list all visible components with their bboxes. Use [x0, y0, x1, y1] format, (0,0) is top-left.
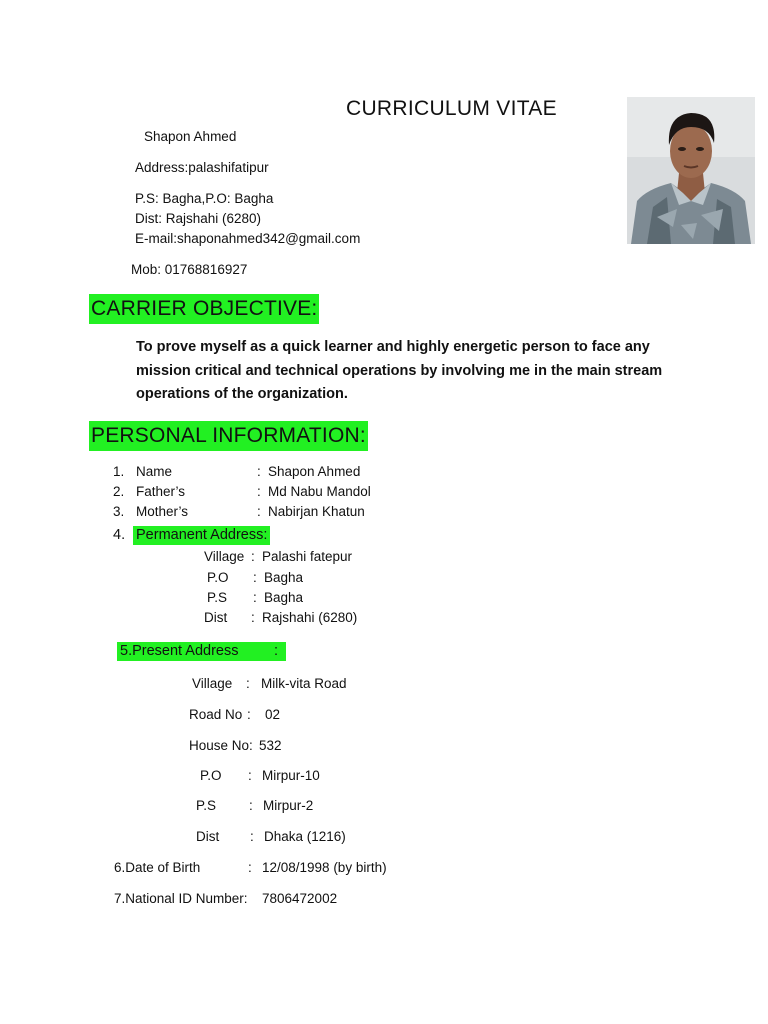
- item-value: Nabirjan Khatun: [268, 504, 365, 519]
- profile-photo: [627, 97, 755, 244]
- row-separator: :: [251, 549, 255, 564]
- present-address-heading: [117, 642, 286, 661]
- row-separator: :: [247, 707, 251, 722]
- row-separator: :: [253, 570, 257, 585]
- item-separator: :: [257, 504, 261, 519]
- row-value: Bagha: [264, 590, 304, 605]
- contact-email: E-mail:shaponahmed342@gmail.com: [135, 231, 361, 246]
- row-value: Rajshahi (6280): [262, 610, 358, 625]
- row-label: P.S: [207, 590, 228, 605]
- item-number: 2.: [113, 484, 125, 499]
- row-value: 02: [265, 707, 281, 722]
- row-label: Dist: [204, 610, 228, 625]
- personal-info-heading: PERSONAL INFORMATION:: [89, 421, 368, 451]
- row-value: Palashi fatepur: [262, 549, 353, 564]
- row-label: P.O: [200, 768, 222, 783]
- item-label: Father’s: [136, 484, 186, 499]
- item-value: Shapon Ahmed: [268, 464, 361, 479]
- contact-name: Shapon Ahmed: [144, 129, 237, 144]
- permanent-address-heading: Permanent Address:: [133, 526, 270, 545]
- contact-ps-po: P.S: Bagha,P.O: Bagha: [135, 191, 274, 206]
- permanent-number: 4.: [113, 527, 126, 543]
- item-separator: :: [257, 484, 261, 499]
- row-separator: :: [251, 610, 255, 625]
- page-title: CURRICULUM VITAE: [346, 97, 557, 120]
- row-value: Milk-vita Road: [261, 676, 347, 691]
- item-number: 1.: [113, 464, 125, 479]
- contact-address: Address:palashifatipur: [135, 160, 269, 175]
- row-separator: :: [250, 829, 254, 844]
- row-label: House No:: [189, 738, 253, 753]
- item-label: Name: [136, 464, 173, 479]
- row-value: Dhaka (1216): [264, 829, 346, 844]
- item-value: Md Nabu Mandol: [268, 484, 371, 499]
- row-label: Village: [204, 549, 245, 564]
- row-label: Village: [192, 676, 233, 691]
- row-label: Dist: [196, 829, 220, 844]
- present-heading-label: 5.Present Address: [120, 643, 239, 659]
- dob-label: 6.Date of Birth: [114, 860, 201, 875]
- row-separator: :: [249, 798, 253, 813]
- nid-label: 7.National ID Number:: [114, 891, 248, 906]
- item-label: Mother’s: [136, 504, 189, 519]
- dob-separator: :: [248, 860, 252, 875]
- objective-heading: CARRIER OBJECTIVE:: [89, 294, 319, 324]
- present-heading-separator: :: [274, 643, 279, 659]
- row-value: Mirpur-10: [262, 768, 320, 783]
- row-label: Road No: [189, 707, 243, 722]
- contact-dist: Dist: Rajshahi (6280): [135, 211, 262, 226]
- row-separator: :: [253, 590, 257, 605]
- row-value: Mirpur-2: [263, 798, 314, 813]
- row-label: P.O: [207, 570, 229, 585]
- item-number: 3.: [113, 504, 125, 519]
- row-label: P.S: [196, 798, 217, 813]
- nid-value: 7806472002: [262, 891, 338, 906]
- row-separator: :: [246, 676, 250, 691]
- row-separator: :: [248, 768, 252, 783]
- row-value: 532: [259, 738, 282, 753]
- objective-text: To prove myself as a quick learner and highly energetic person to face any mission critical and technical operations by involving me in the main stream operations of the organization.: [136, 339, 663, 402]
- item-separator: :: [257, 464, 261, 479]
- dob-value: 12/08/1998 (by birth): [262, 860, 387, 875]
- contact-mobile: Mob: 01768816927: [131, 262, 248, 277]
- row-value: Bagha: [264, 570, 304, 585]
